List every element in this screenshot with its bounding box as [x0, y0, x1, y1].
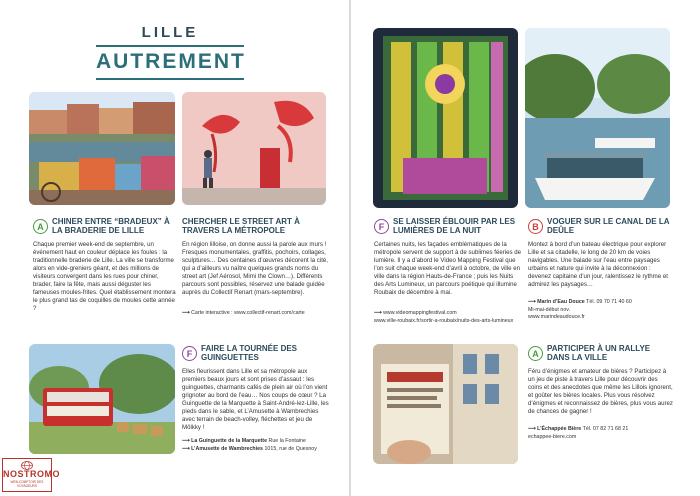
card-links [528, 299, 673, 321]
arrow-icon: ⟶ [182, 438, 190, 445]
map-badge: F [182, 346, 197, 361]
link-tel: Tél. 09 70 71 40 60 [586, 299, 632, 306]
card-body: En région lilloise, on donne aussi la parole aux murs ! Fresques monumentales, graffitis, pochoirs, collages, sculptures… Des centaines d’œuvres décorent la cité, qui a d’ailleurs vu naître quelques grands noms du street art (Jef Aérosol, Mimi the Clown…). Différents parcours sont possibles, réservez une balade guidée auprès du Collectif Renart (mars-septembre). [182, 240, 328, 297]
card-title: SE LAISSER ÉBLOUIR PAR LES LUMIÈRES DE LA NUIT [393, 217, 516, 235]
header-city: LILLE [141, 24, 199, 41]
nostromo-logo [2, 458, 60, 492]
link-line [374, 310, 522, 317]
globe-icon [21, 461, 33, 470]
card-title: VOGUER SUR LE CANAL DE LA DEÛLE [547, 217, 670, 235]
arrow-icon: ⟶ [182, 445, 190, 452]
link-name: L’Échappée Bière [537, 426, 582, 433]
card-braderie [33, 218, 176, 313]
link-line [182, 438, 332, 445]
photo-guinguette [29, 344, 175, 454]
guinguette-illustration [29, 344, 175, 454]
card-body: Certaines nuits, les façades emblématiques de la métropole servent de support à de sublimes féeries de lumière. Il y a d’abord le Video Mapping Festival que l’on suit chaque week-end d’avril à octobre, de ville en ville dans la région Hauts-de-France ; puis les Nuits des Arts Lumineux, un parcours poétique qui illumine Roubaix de décembre à mai. [374, 240, 522, 297]
link-url[interactable]: www.videomappingfestival.com [383, 310, 457, 317]
card-title: CHERCHER LE STREET ART À TRAVERS LA MÉTROPOLE [182, 217, 300, 235]
arrow-icon: ⟶ [528, 299, 536, 306]
card-body: Féru d’énigmes et amateur de bières ? Participez à un jeu de piste à travers Lille pour découvrir des coins et des anecdotes que même les Lillois ignorent, et goûter les bières locales. Plus vous résolvez d’énigmes et reconnaissez de bières, plus vous aurez de chances de gagner ! [528, 367, 673, 416]
card-rallye [528, 345, 673, 441]
card-canal [528, 218, 673, 321]
page-gutter [349, 0, 351, 496]
card-title: CHINER ENTRE “BRADEUX” À LA BRADERIE DE LILLE [52, 217, 170, 235]
card-title-row [528, 345, 673, 363]
card-links [182, 310, 332, 317]
link-line [182, 446, 332, 453]
card-links [374, 310, 522, 325]
card-street-art [182, 218, 332, 318]
map-badge: A [528, 346, 543, 361]
photo-braderie [29, 92, 175, 205]
card-body: Elles fleurissent dans Lille et sa métropole aux premiers beaux jours et sont prises d’assaut : les guinguettes, charmants cafés de plein air où l’on vient grignoter au bord de l’eau… Nos coups de cœur ? La Guinguette de la Marquette à Saint-André-lez-Lille, les pieds dans le sable, et L’Amusette à Wambrechies avec terrain de beach-volley, fléchettes et jeu de Mölkky ! [182, 367, 329, 432]
header-rule-bottom [96, 78, 244, 80]
map-badge: F [374, 219, 389, 234]
link-label: Carte interactive : [191, 310, 233, 317]
card-guinguettes [182, 345, 332, 453]
link-url[interactable]: www.ville-roubaix.fr/sortir-a-roubaix/nuits-des-arts-lumineux [374, 317, 514, 324]
photo-canal [525, 28, 670, 208]
card-title: FAIRE LA TOURNÉE DES GUINGUETTES [201, 344, 298, 362]
photo-lumieres [373, 28, 518, 208]
card-title-row [374, 218, 522, 236]
link-address: Rue la Fontaine [268, 438, 306, 445]
card-title-row [528, 218, 673, 236]
arrow-icon: ⟶ [374, 310, 382, 317]
card-lumieres [374, 218, 522, 325]
lumieres-illustration [373, 28, 518, 208]
map-badge: A [33, 219, 48, 234]
map-badge: B [528, 219, 543, 234]
card-links [182, 438, 332, 453]
card-title-row [182, 218, 332, 236]
logo-brand: NOSTROMO [3, 469, 60, 479]
link-line [374, 318, 522, 325]
link-address: 1015, rue de Quesnoy [264, 445, 317, 452]
link-season: Mi-mai-début nov. [528, 306, 570, 313]
card-links [528, 426, 673, 441]
link-name: La Guinguette de la Marquette [191, 438, 268, 445]
photo-rallye [373, 344, 518, 464]
link-url[interactable]: www.collectif-renart.com/carte [234, 310, 305, 317]
link-url[interactable]: echappee-biere.com [528, 433, 577, 440]
card-title-row [182, 345, 332, 363]
link-line [528, 299, 673, 306]
link-line [528, 426, 673, 433]
link-name: Marin d’Eau Douce [537, 299, 585, 306]
card-body: Chaque premier week-end de septembre, un événement haut en couleur déplace les foules : la traditionnelle braderie de Lille. La ville se transforme alors en vide-greniers géant, et des millions de visiteurs convergent dans les rues pour chiner, brader, faire la fête, mais aussi déguster les fameuses moules-frites. Quel établissement montera le plus grand tas de coquilles de moules cette année ? [33, 240, 176, 313]
rallye-illustration [373, 344, 518, 464]
card-title: PARTICIPER À UN RALLYE DANS LA VILLE [547, 344, 651, 362]
link-tel: Tél. 07 82 71 68 21 [582, 426, 629, 433]
card-title-row [33, 218, 176, 236]
arrow-icon: ⟶ [528, 426, 536, 433]
card-body: Montez à bord d’un bateau électrique pour explorer Lille et sa citadelle, le long de 20 km de voies navigables. Une balade sur l’eau entre paysages urbains et nature qui invite à la déconnexion : devenez capitaine d’un jour, ralentissez le rythme et admirez les paysages… [528, 240, 668, 289]
link-name: L’Amusette de Wambrechies [191, 445, 263, 452]
header-rule [96, 45, 244, 47]
street-art-illustration [182, 92, 326, 205]
braderie-illustration [29, 92, 175, 205]
photo-street-art [182, 92, 326, 205]
header-title: AUTREMENT [96, 50, 246, 73]
link-url[interactable]: www.marindeaudouce.fr [528, 313, 585, 320]
section-header [96, 24, 244, 83]
canal-illustration [525, 28, 670, 208]
arrow-icon: ⟶ [182, 310, 190, 317]
logo-subtitle: WEB-COMPTOIR DES VOYAGEURS [10, 480, 44, 488]
